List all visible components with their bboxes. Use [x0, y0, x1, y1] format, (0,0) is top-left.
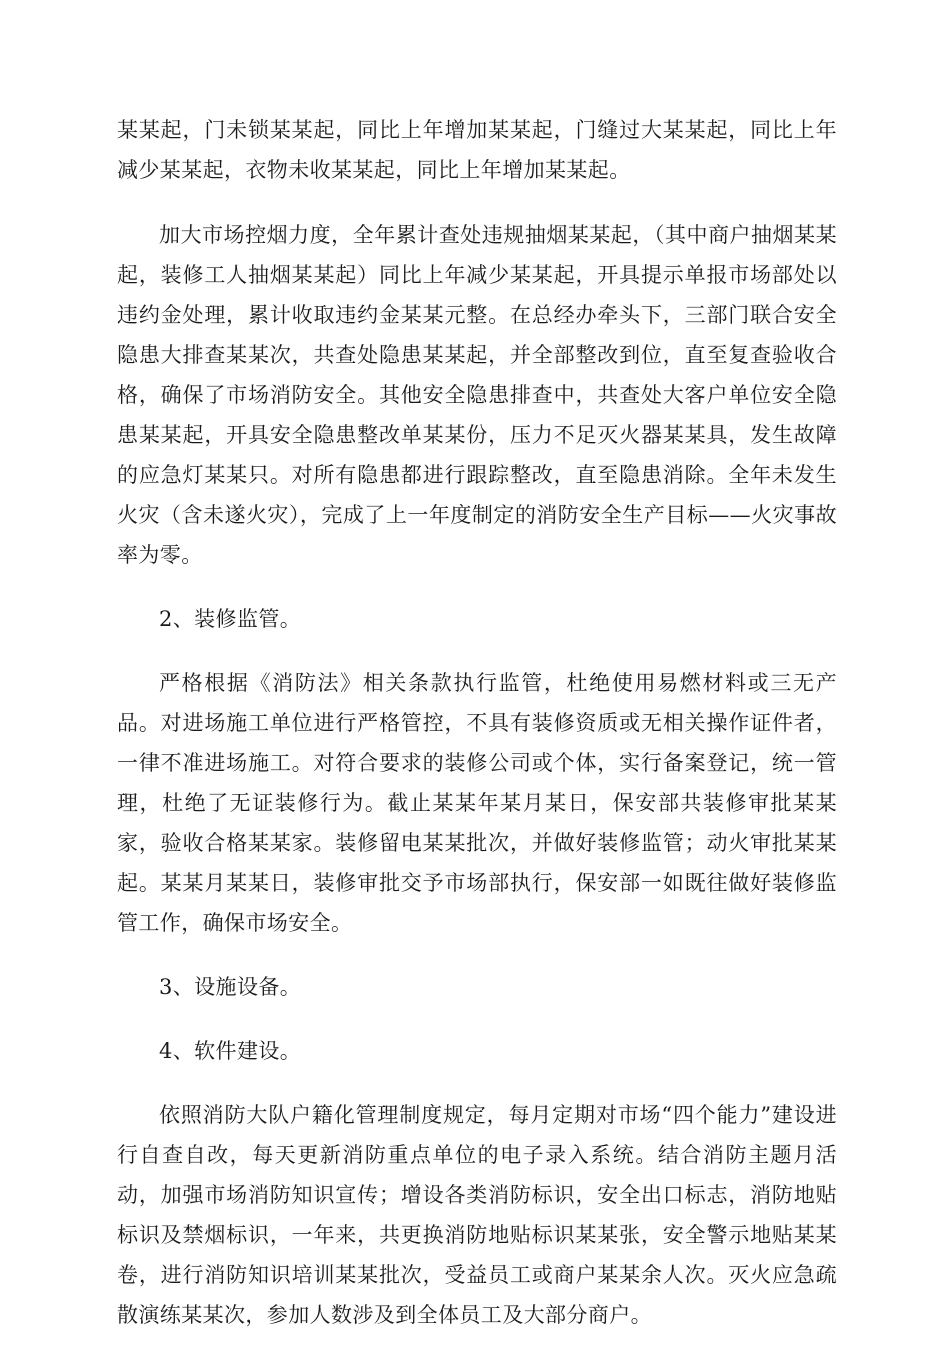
- document-body: [117, 110, 837, 1359]
- paragraph-renovation: 严格根据《消防法》相关条款执行监管，杜绝使用易燃材料或三无产品。对进场施工单位进行严格管控，不具有装修资质或无相关操作证件者，一律不准进场施工。对符合要求的装修公司或个体，实行备案登记，统一管理，杜绝了无证装修行为。截止某某年某月某日，保安部共装修审批某某家，验收合格某某家。装修留电某某批次，并做好装修监管；动火审批某某起。某某月某某日，装修审批交予市场部执行，保安部一如既往做好装修监管工作，确保市场安全。: [117, 671, 837, 935]
- paragraph-continuation: 某某起，门未锁某某起，同比上年增加某某起，门缝过大某某起，同比上年减少某某起，衣物未收某某起，同比上年增加某某起。: [117, 118, 837, 182]
- section-heading-facilities: 3、设施设备。: [159, 975, 302, 999]
- paragraph-software: 依照消防大队户籍化管理制度规定，每月定期对市场“四个能力”建设进行自查自改，每天更新消防重点单位的电子录入系统。结合消防主题月活动，加强市场消防知识宣传；增设各类消防标识，安全出口标志，消防地贴标识及禁烟标识，一年来，共更换消防地贴标识某某张，安全警示地贴某某卷，进行消防知识培训某某批次，受益员工或商户某某余人次。灭火应急疏散演练某某次，参加人数涉及到全体员工及大部分商户。: [117, 1103, 837, 1327]
- section-heading-renovation: 2、装修监管。: [159, 607, 302, 631]
- section-heading-software: 4、软件建设。: [159, 1039, 302, 1063]
- paragraph-smoking-control: 加大市场控烟力度，全年累计查处违规抽烟某某起，（其中商户抽烟某某起，装修工人抽烟某某起）同比上年减少某某起，开具提示单报市场部处以违约金处理，累计收取违约金某某元整。在总经办牵头下，三部门联合安全隐患大排查某某次，共查处隐患某某起，并全部整改到位，直至复查验收合格，确保了市场消防安全。其他安全隐患排查中，共查处大客户单位安全隐患某某起，开具安全隐患整改单某某份，压力不足灭火器某某具，发生故障的应急灯某某只。对所有隐患都进行跟踪整改，直至隐患消除。全年未发生火灾（含未遂火灾），完成了上一年度制定的消防安全生产目标——火灾事故率为零。: [117, 223, 837, 567]
